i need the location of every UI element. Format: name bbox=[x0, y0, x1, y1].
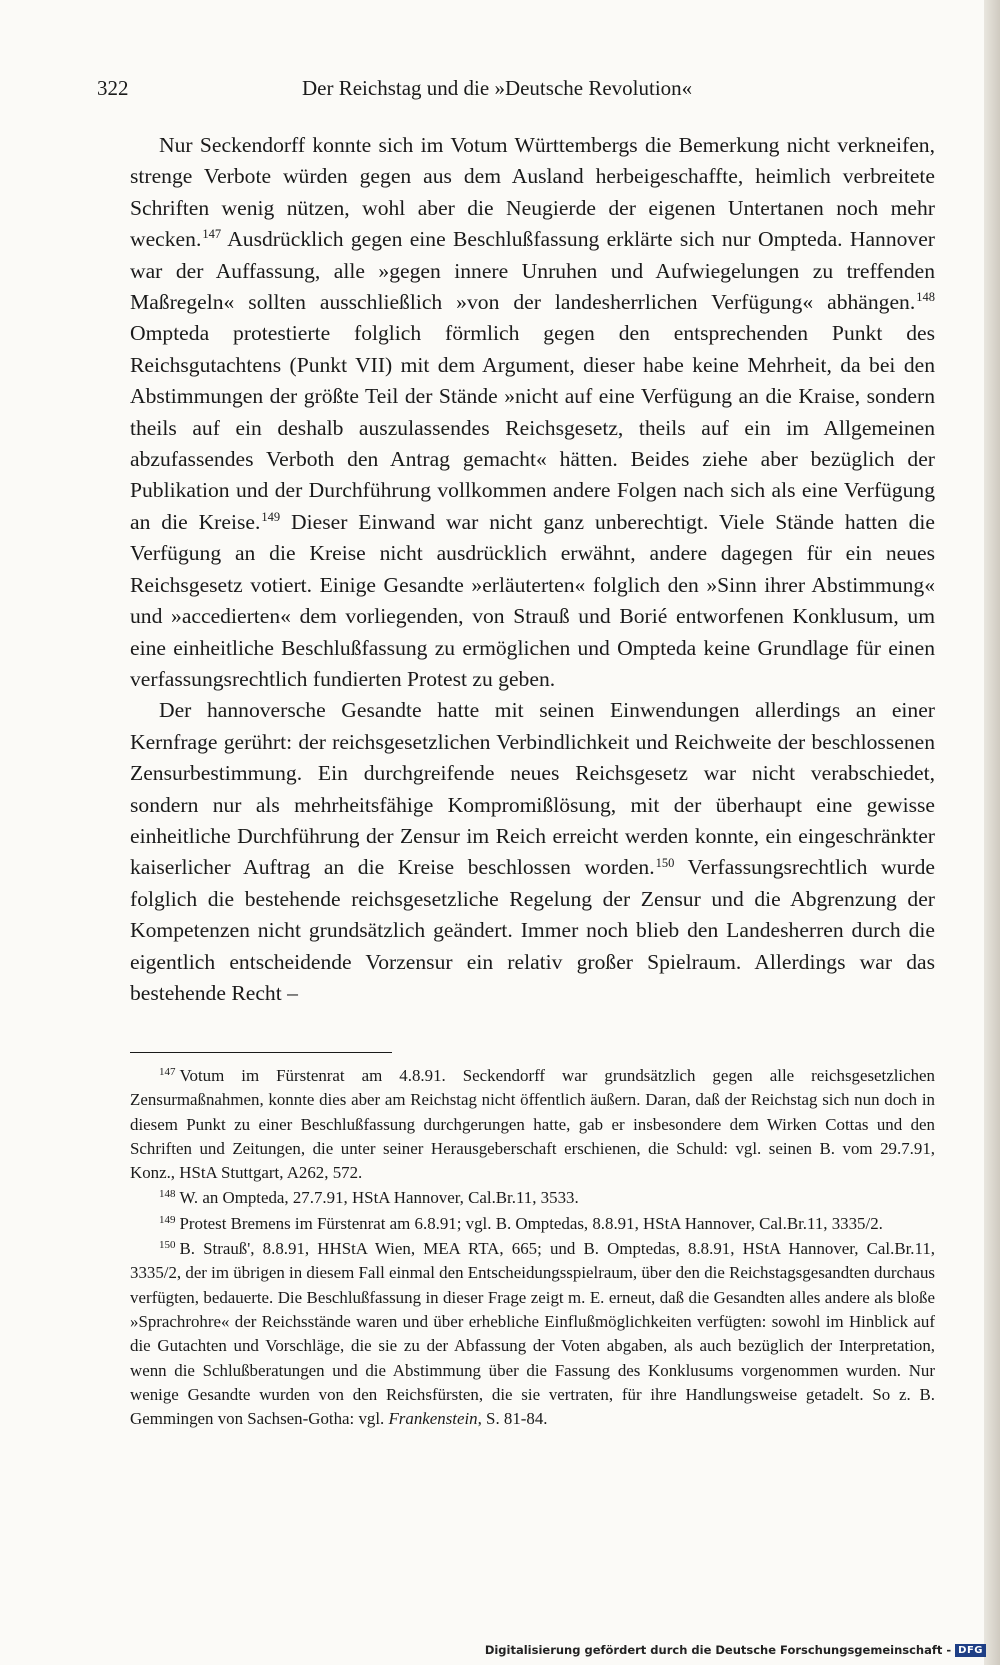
page-edge-shadow bbox=[984, 0, 1000, 1665]
footnote-separator bbox=[130, 1052, 392, 1053]
text-run: Nur Seckendorff konnte sich im Votum Württembergs die Bemerkung nicht verkneifen, strenge Verbote würden gegen aus dem Ausland herbeigeschaffte, heimlich verbreitete Schriften wenig nützen, wohl aber die Neugierde der eigenen Untertanen noch mehr wecken. bbox=[130, 133, 935, 252]
body-text bbox=[130, 130, 935, 1009]
text-run: Ompteda protestierte folglich förmlich gegen den entsprechenden Punkt des Reichsgutachtens (Punkt VII) mit dem Argument, dieser habe keine Mehrheit, da bei den Abstimmungen der größte Teil der Stände »nicht auf eine Verfügung an die Kraise, sondern theils auf ein deshalb auszulassendes Reichsgesetz, theils auf ein im Allgemeinen abzufassendes Verboth den Antrag gemacht« hätten. Beides ziehe aber bezüglich der Publikation und der Durchführung vollkommen andere Folgen nach sich als eine Verfügung an die Kreise. bbox=[130, 321, 935, 534]
footnote-number: 150 bbox=[159, 1239, 176, 1252]
footnote-reference: 150 bbox=[655, 855, 675, 870]
footnote-reference: 147 bbox=[202, 227, 222, 242]
page-number: 322 bbox=[97, 76, 129, 100]
footnote bbox=[130, 1237, 935, 1431]
text-run: Dieser Einwand war nicht ganz unberechtigt. Viele Stände hatten die Verfügung an die Kreise nicht ausdrücklich erwähnt, andere dagegen für ein neues Reichsgesetz votiert. Einige Gesandte »erläuterten« folglich den »Sinn ihrer Abstimmung« und »accedierten« dem vorliegenden, von Strauß und Borié entworfenen Konklusum, um eine einheitliche Beschlußfassung zu ermöglichen und Ompteda keine Grundlage für einen verfassungsrechtlich fundierten Protest zu geben. bbox=[130, 509, 935, 691]
italic-citation: Frankenstein bbox=[388, 1409, 478, 1429]
footnote-number: 149 bbox=[159, 1213, 176, 1226]
footnote-number: 148 bbox=[159, 1188, 176, 1201]
credit-text: Digitalisierung gefördert durch die Deutsche Forschungsgemeinschaft - bbox=[484, 1643, 952, 1657]
text-run: Protest Bremens im Fürstenrat am 6.8.91; vgl. B. Omptedas, 8.8.91, HStA Hannover, Cal.Br.11, 3335/2. bbox=[179, 1213, 883, 1233]
text-run: Der hannoversche Gesandte hatte mit seinen Einwendungen allerdings an einer Kernfrage gerührt: der reichsgesetzlichen Verbindlichkeit und Reichweite der beschlossenen Zensurbestimmung. Ein durchgreifende neues Reichsgesetz war nicht verabschiedet, sondern nur als mehrheitsfähige Kompromißlösung, mit der überhaupt eine gewisse einheitliche Durchführung der Zensur im Reich erreicht werden konnte, ein eingeschränkter kaiserlicher Auftrag an die Kreise beschlossen worden. bbox=[130, 698, 935, 880]
text-run: Votum im Fürstenrat am 4.8.91. Seckendorff war grundsätzlich gegen alle reichsgesetzlichen Zensurmaßnahmen, konnte dies aber am Reichstag nicht öffentlich äußern. Daran, daß der Reichstag sich nun doch in diesem Punkt zu einer Beschlußfassung durchgerungen hatte, gab er insbesondere dem Wirken Cottas und den Schriften und Zeitungen, die unter seiner Herausgeberschaft erschienen, die Schuld: vgl. seinen B. vom 29.7.91, Konz., HStA Stuttgart, A262, 572. bbox=[130, 1066, 935, 1183]
dfg-logo: DFG bbox=[955, 1644, 986, 1657]
footnotes bbox=[130, 1064, 935, 1432]
digitization-credit bbox=[485, 1643, 986, 1657]
body-paragraph bbox=[130, 130, 935, 695]
footnote-number: 147 bbox=[159, 1065, 176, 1078]
footnote bbox=[130, 1064, 935, 1185]
running-title: Der Reichstag und die »Deutsche Revolution« bbox=[302, 76, 693, 100]
body-paragraph bbox=[130, 695, 935, 1009]
text-run: W. an Ompteda, 27.7.91, HStA Hannover, Cal.Br.11, 3533. bbox=[179, 1188, 579, 1208]
footnote-reference: 149 bbox=[261, 510, 281, 525]
footnote bbox=[130, 1212, 935, 1236]
text-run: , S. 81-84. bbox=[477, 1409, 548, 1429]
text-run: Ausdrücklich gegen eine Beschlußfassung erklärte sich nur Ompteda. Hannover war der Auffassung, alle »gegen innere Unruhen und Aufwiegelungen zu treffenden Maßregeln« sollten ausschließlich »von der landesherrlichen Verfügung« abhängen. bbox=[130, 227, 935, 315]
text-run: B. Strauß', 8.8.91, HHStA Wien, MEA RTA, 665; und B. Omptedas, 8.8.91, HStA Hannover, Cal.Br.11, 3335/2, der im übrigen in diesem Fall einmal den Entscheidungsspielraum, über den die Reichstagsgesandten durchaus verfügten, bedauerte. Die Beschlußfassung in dieser Frage zeigt m. E. erneut, daß die Gesandten alles andere als bloße »Sprachrohre« der Reichsstände waren und über erhebliche Einflußmöglichkeiten verfügten: sowohl im Hinblick auf die Gutachten und Vorschläge, die sie zu der Abfassung der Voten abgaben, als auch bezüglich der Interpretation, wenn die Schlußberatungen und die Abstimmung über die Fassung des Konklusums vorgenommen wurden. Nur wenige Gesandte wurden von den Reichsfürsten, die sie vertraten, für ihre Handlungsweise getadelt. So z. B. Gemmingen von Sachsen-Gotha: vgl. bbox=[130, 1239, 935, 1429]
footnote bbox=[130, 1186, 935, 1210]
text-run: Verfassungsrechtlich wurde folglich die bestehende reichsgesetzliche Regelung der Zensur und die Abgrenzung der Kompetenzen nicht grundsätzlich geändert. Immer noch blieb den Landesherren durch die eigentlich entscheidende Vorzensur ein relativ großer Spielraum. Allerdings war das bestehende Recht – bbox=[130, 855, 935, 1005]
footnote-reference: 148 bbox=[916, 290, 935, 305]
